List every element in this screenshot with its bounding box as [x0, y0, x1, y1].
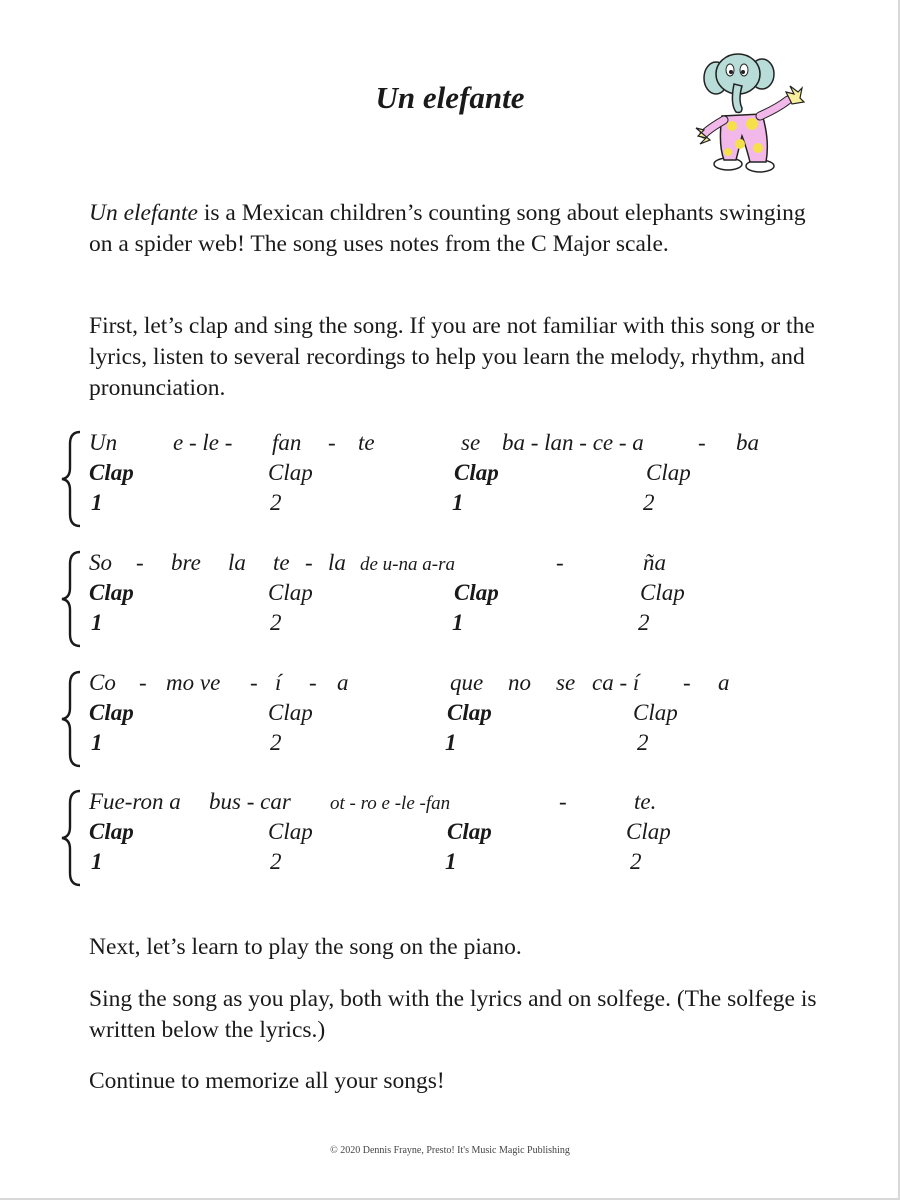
- lyrics-row: [0, 430, 900, 460]
- clap-strong: Clap: [447, 700, 492, 725]
- lyric-syllable: -: [250, 670, 258, 695]
- clap-strong: Clap: [89, 819, 134, 844]
- clap-strong: Clap: [89, 700, 134, 725]
- count-number: 2: [637, 730, 649, 755]
- lyric-syllable: fan: [272, 430, 302, 455]
- lyric-syllable: se: [461, 430, 481, 455]
- lyric-syllable: se: [556, 670, 576, 695]
- lyric-syllable: no: [508, 670, 531, 695]
- clap-weak: Clap: [646, 460, 691, 485]
- clap-strong: Clap: [89, 460, 134, 485]
- lyrics-row: [0, 789, 900, 819]
- clap-strong: Clap: [454, 580, 499, 605]
- count-number: 2: [643, 490, 655, 515]
- lyric-syllable: ba - lan - ce - a: [502, 430, 644, 455]
- instructions-paragraph: First, let’s clap and sing the song. If you are not familiar with this song or the lyrics, listen to several recordings to help you learn the melody, rhythm, and pronunciation.: [89, 313, 815, 401]
- clap-line-2: [0, 550, 900, 650]
- count-row: [0, 849, 900, 879]
- clap-weak: Clap: [268, 700, 313, 725]
- clap-strong: Clap: [89, 580, 134, 605]
- lyrics-row: [0, 550, 900, 580]
- lyric-syllable: la: [228, 550, 246, 575]
- lyric-syllable: ña: [643, 550, 666, 575]
- lyric-syllable: -: [139, 670, 147, 695]
- page-title: Un elefante: [375, 80, 525, 115]
- lyric-syllable: la: [328, 550, 346, 575]
- count-number: 1: [445, 730, 457, 755]
- lyric-syllable: Co: [89, 670, 116, 695]
- song-name: Un elefante: [89, 200, 198, 226]
- count-number: 1: [452, 610, 464, 635]
- intro-text: is a Mexican children’s counting song about elephants swinging on a spider web! The song uses notes from the C Major scale.: [89, 200, 806, 257]
- count-number: 2: [270, 730, 282, 755]
- solfege-paragraph: Sing the song as you play, both with the lyrics and on solfege. (The solfege is written below the lyrics.): [89, 986, 817, 1043]
- lyric-syllable: te.: [634, 789, 657, 814]
- lyrics-row: [0, 670, 900, 700]
- clap-line-3: [0, 670, 900, 770]
- clap-weak: Clap: [640, 580, 685, 605]
- lyric-syllable: -: [305, 550, 313, 575]
- lyric-syllable: -: [309, 670, 317, 695]
- lyric-syllable: a: [718, 670, 730, 695]
- lyric-syllable: a: [337, 670, 349, 695]
- clap-row: [0, 460, 900, 490]
- count-number: 2: [270, 610, 282, 635]
- clap-weak: Clap: [268, 819, 313, 844]
- intro-paragraph: [89, 198, 819, 260]
- clap-row: [0, 819, 900, 849]
- lyric-syllable: ot - ro e -le -fan: [330, 793, 451, 814]
- count-number: 1: [91, 490, 103, 515]
- count-number: 2: [638, 610, 650, 635]
- clap-weak: Clap: [626, 819, 671, 844]
- clap-line-1: [0, 430, 900, 530]
- lyric-syllable: -: [136, 550, 144, 575]
- count-number: 1: [91, 730, 103, 755]
- memorize-paragraph: Continue to memorize all your songs!: [89, 1068, 445, 1094]
- clap-line-4: [0, 789, 900, 889]
- lyric-syllable: -: [556, 550, 564, 575]
- elephant-mascot-icon: [690, 44, 810, 184]
- clap-weak: Clap: [268, 460, 313, 485]
- lyric-syllable: te: [358, 430, 375, 455]
- clap-strong: Clap: [447, 819, 492, 844]
- lyric-syllable: -: [683, 670, 691, 695]
- lyric-syllable: ba: [736, 430, 759, 455]
- lyric-syllable: í: [275, 670, 282, 695]
- lyric-syllable: bre: [171, 550, 201, 575]
- count-row: [0, 610, 900, 640]
- count-number: 1: [452, 490, 464, 515]
- clap-weak: Clap: [633, 700, 678, 725]
- count-number: 2: [270, 849, 282, 874]
- count-number: 1: [91, 610, 103, 635]
- lyric-syllable: bus - car: [209, 789, 291, 814]
- count-number: 2: [630, 849, 642, 874]
- lyric-syllable: Fue-ron a: [89, 789, 181, 814]
- lyric-syllable: Un: [89, 430, 118, 455]
- count-number: 1: [445, 849, 457, 874]
- lyric-syllable: ca - í: [592, 670, 640, 695]
- count-number: 1: [91, 849, 103, 874]
- clap-row: [0, 700, 900, 730]
- clap-weak: Clap: [268, 580, 313, 605]
- lyric-syllable: -: [559, 789, 567, 814]
- count-number: 2: [270, 490, 282, 515]
- copyright-footer: © 2020 Dennis Frayne, Presto! It's Music Magic Publishing: [330, 1145, 570, 1156]
- lyric-syllable: So: [89, 550, 112, 575]
- clap-row: [0, 580, 900, 610]
- piano-paragraph: Next, let’s learn to play the song on the piano.: [89, 934, 522, 960]
- lyric-syllable: -: [698, 430, 706, 455]
- count-row: [0, 730, 900, 760]
- lyric-syllable: de u-na a-ra: [360, 554, 455, 575]
- lyric-syllable: te: [273, 550, 290, 575]
- lyric-syllable: -: [328, 430, 336, 455]
- lyric-syllable: que: [450, 670, 484, 695]
- clap-strong: Clap: [454, 460, 499, 485]
- lyric-syllable: mo ve: [166, 670, 221, 695]
- count-row: [0, 490, 900, 520]
- lyric-syllable: e - le -: [173, 430, 233, 455]
